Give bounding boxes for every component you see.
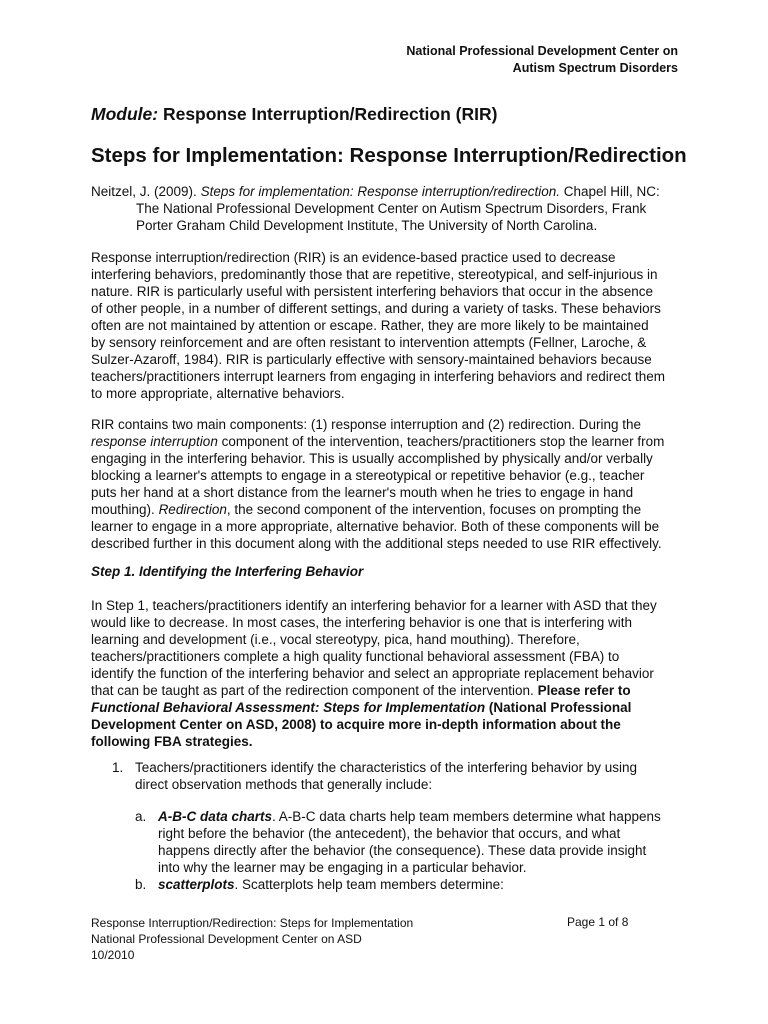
text-line: Sulzer-Azaroff, 1984). RIR is particularly effective with sensory-maintained behaviors because [91,352,652,367]
term-redirection: Redirection [158,502,227,517]
text-line: right before the behavior (the antecedent), the behavior that occurs, and what [158,826,621,841]
text-line: to more appropriate, alternative behaviors. [91,386,345,401]
text-line: identify the function of the interfering behavior and select an appropriate replacement behavior [91,666,654,681]
text-run: . A-B-C data charts help team members determine what happens [272,809,661,824]
text-run: that can be taught as part of the redirection component of the intervention. [91,683,534,698]
text-line: blocking a learner's attempts to engage in a stereotypical or repetitive behavior (e.g., teacher [91,468,645,483]
list-letter: b. [135,877,147,892]
module-label: Module: [91,104,159,124]
text-line: of other people, in a number of different settings, and during a variety of tasks. These behaviors [91,301,661,316]
page-header [406,43,678,77]
page-number: Page 1 of 8 [567,915,629,929]
text-run: mouthing). [91,502,155,517]
text-line: by sensory reinforcement and are often resistant to intervention attempts (Fellner, Laroche, & [91,335,647,350]
text-line: interfering behaviors, predominantly those that are repetitive, stereotypical, and self-injurious in [91,267,658,282]
citation-author: Neitzel, J. (2009). [91,184,197,199]
header-line-1: National Professional Development Center on [406,44,678,58]
paragraph-components [91,416,683,552]
text-line: engaging in the interfering behavior. This is usually accomplished by physically and/or verbally [91,451,653,466]
citation-title: Steps for implementation: Response interruption/redirection. [200,184,560,199]
text-line: would like to decrease. In most cases, the interfering behavior is one that is interfering with [91,615,633,630]
text-line [91,682,683,699]
text-run: . Scatterplots help team members determine: [234,877,504,892]
header-line-2: Autism Spectrum Disorders [512,61,678,75]
text-line [91,433,683,450]
list-letter: a. [135,809,147,824]
text-run: component of the intervention, teachers/practitioners stop the learner from [217,434,665,449]
text-line: nature. RIR is particularly useful with persistent interfering behaviors that occur in the absence [91,284,654,299]
footer-line-2: National Professional Development Center on ASD [91,932,362,946]
text-line [91,699,683,716]
page-footer [91,915,413,963]
text-line: In Step 1, teachers/practitioners identify an interfering behavior for a learner with ASD that they [91,598,657,613]
citation-place: Chapel Hill, NC: [563,184,660,199]
text-run-bold: Please refer to [537,683,631,698]
list-number: 1. [112,760,124,775]
subitem-text [158,876,683,893]
term-scatterplots: scatterplots [158,877,235,892]
footer-line-3: 10/2010 [91,948,135,962]
text-line: often are not maintained by attention or escape. Rather, they are more likely to be maintained [91,318,649,333]
text-line [91,501,683,518]
text-line: RIR contains two main components: (1) response interruption and (2) redirection. During the [91,417,642,432]
text-run: , the second component of the intervention, focuses on prompting the [226,502,642,517]
paragraph-step-1 [91,597,683,750]
citation [91,183,683,234]
term-abc-data-charts: A-B-C data charts [158,809,273,824]
text-line: Response interruption/redirection (RIR) is an evidence-based practice used to decrease [91,250,616,265]
footer-line-1: Response Interruption/Redirection: Steps for Implementation [91,916,414,930]
fba-reference-title: Functional Behavioral Assessment: Steps for Implementation [91,700,486,715]
text-line [158,876,683,893]
page-title: Steps for Implementation: Response Interruption/Redirection [91,144,687,167]
paragraph-intro [91,249,683,402]
list-item-text [135,759,683,793]
step-1-heading: Step 1. Identifying the Interfering Behavior [91,564,364,579]
text-line: learner to engage in a more appropriate, alternative behavior. Both of these components will be [91,519,660,534]
citation-line-2: The National Professional Development Center on Autism Spectrum Disorders, Frank [136,201,647,216]
text-line: described further in this document along with the additional steps needed to use RIR effectively. [91,536,662,551]
text-line: Development Center on ASD, 2008) to acquire more in-depth information about the [91,717,621,732]
text-run-bold: (National Professional [485,700,632,715]
text-line: teachers/practitioners complete a high quality functional behavioral assessment (FBA) to [91,649,620,664]
text-line: puts her hand at a short distance from the learner's mouth when he tries to engage in hand [91,485,634,500]
text-line: into why the learner may be engaging in a particular behavior. [158,860,527,875]
module-name: Response Interruption/Redirection (RIR) [162,104,498,124]
text-line: learning and development (i.e., vocal stereotypy, pica, hand mouthing). Therefore, [91,632,580,647]
text-line: following FBA strategies. [91,734,253,749]
subitem-text [158,808,683,876]
term-response-interruption: response interruption [91,434,218,449]
citation-line-3: Porter Graham Child Development Institute, The University of North Carolina. [136,218,598,233]
text-line: Teachers/practitioners identify the characteristics of the interfering behavior by using [135,760,638,775]
text-line [158,808,683,825]
module-line [91,104,497,125]
text-line: direct observation methods that generally include: [135,777,433,792]
text-line: teachers/practitioners interrupt learners from engaging in interfering behaviors and redirect them [91,369,666,384]
text-line: happens directly after the behavior (the consequence). These data provide insight [158,843,647,858]
